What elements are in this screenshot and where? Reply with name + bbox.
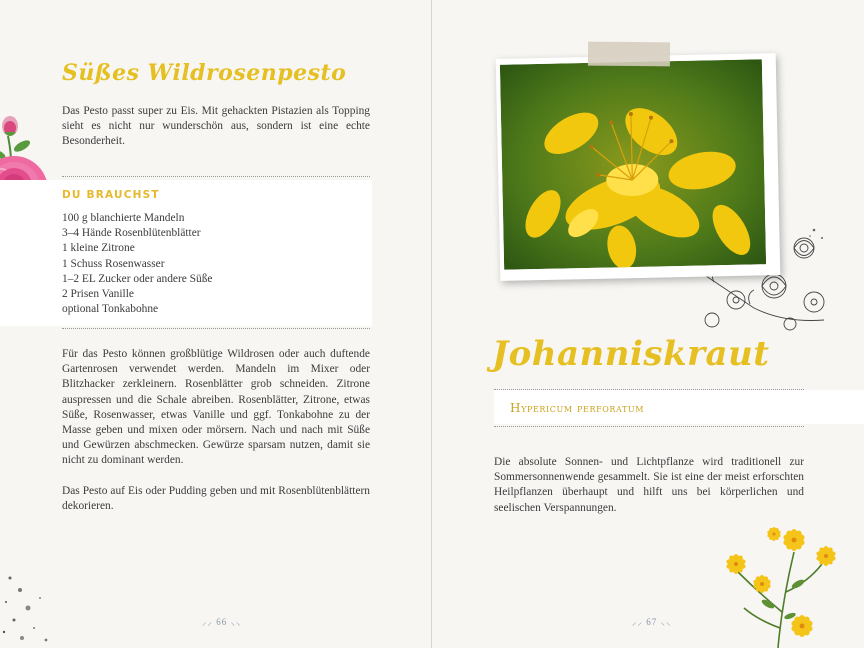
st-johns-wort-illustration-icon <box>698 512 848 648</box>
ingredient-item: 1–2 EL Zucker oder andere Süße <box>62 272 213 285</box>
page-ornament-right: ⸜⸜ <box>657 617 672 627</box>
ingredient-item: optional Tonkabohne <box>62 303 159 316</box>
ingredient-item: 3–4 Hände Rosenblütenblätter <box>62 227 201 240</box>
page-number <box>202 615 242 628</box>
latin-name: Hypericum perforatum <box>510 401 645 415</box>
recipe-title: Süßes Wildrosenpesto <box>62 60 347 86</box>
ingredients-heading: DU BRAUCHST <box>62 189 160 201</box>
plant-description: Die absolute Sonnen- und Lichtpflanze wird traditionell zur Sommersonnenwende gesammelt. Sie ist eine der meist erforschten Heilpflanzen überhaupt und hilft uns bei körperlichen und seelischen Verspannungen. <box>494 456 804 514</box>
st-johns-wort-photo <box>500 59 766 269</box>
page-ornament-left: ⸝⸝ <box>632 617 647 627</box>
page-number-value: 67 <box>646 617 658 627</box>
ingredient-item: 1 kleine Zitrone <box>62 242 135 255</box>
ingredient-item: 2 Prisen Vanille <box>62 288 134 301</box>
ink-speckles-icon <box>0 568 60 648</box>
page-ornament-right: ⸜⸜ <box>227 617 242 627</box>
divider <box>62 176 370 177</box>
page-ornament-left: ⸝⸝ <box>202 617 217 627</box>
plant-title: Johanniskraut <box>492 334 770 374</box>
ingredient-item: 1 Schuss Rosenwasser <box>62 257 165 270</box>
recipe-intro: Das Pesto passt super zu Eis. Mit gehackten Pistazien als Topping sieht es nicht nur wunderschön aus, sondern ist eine echte Besonderheit. <box>62 105 370 148</box>
divider <box>494 389 804 390</box>
recipe-serving: Das Pesto auf Eis oder Pudding geben und mit Rosenblütenblättern dekorieren. <box>62 485 370 513</box>
right-page <box>432 0 864 648</box>
divider <box>62 328 370 329</box>
ingredients-list <box>62 211 212 317</box>
recipe-method: Für das Pesto können großblütige Wildrosen oder auch duftende Gartenrosen verwendet werden. Mandeln im Mixer oder Blitzhacker zerkleinern. Rosenblätter grob schneiden. Zitrone auspressen und die Schale abreiben. Rosenblätter, Zitrone, etwas Süße, Rosenwasser, etwas Vanille und ggf. Tonkabohne zu der Masse geben und mixen oder mörsern. Nach und nach mit Süße und Gewürzen abschmecken. Gewürze sparsam nutzen, damit sie nicht zu dominant werden. <box>62 348 370 467</box>
page-number <box>632 615 672 628</box>
page-number-value: 66 <box>216 617 228 627</box>
divider <box>494 426 804 427</box>
tape-strip <box>588 42 670 67</box>
ingredient-item: 100 g blanchierte Mandeln <box>62 212 185 224</box>
